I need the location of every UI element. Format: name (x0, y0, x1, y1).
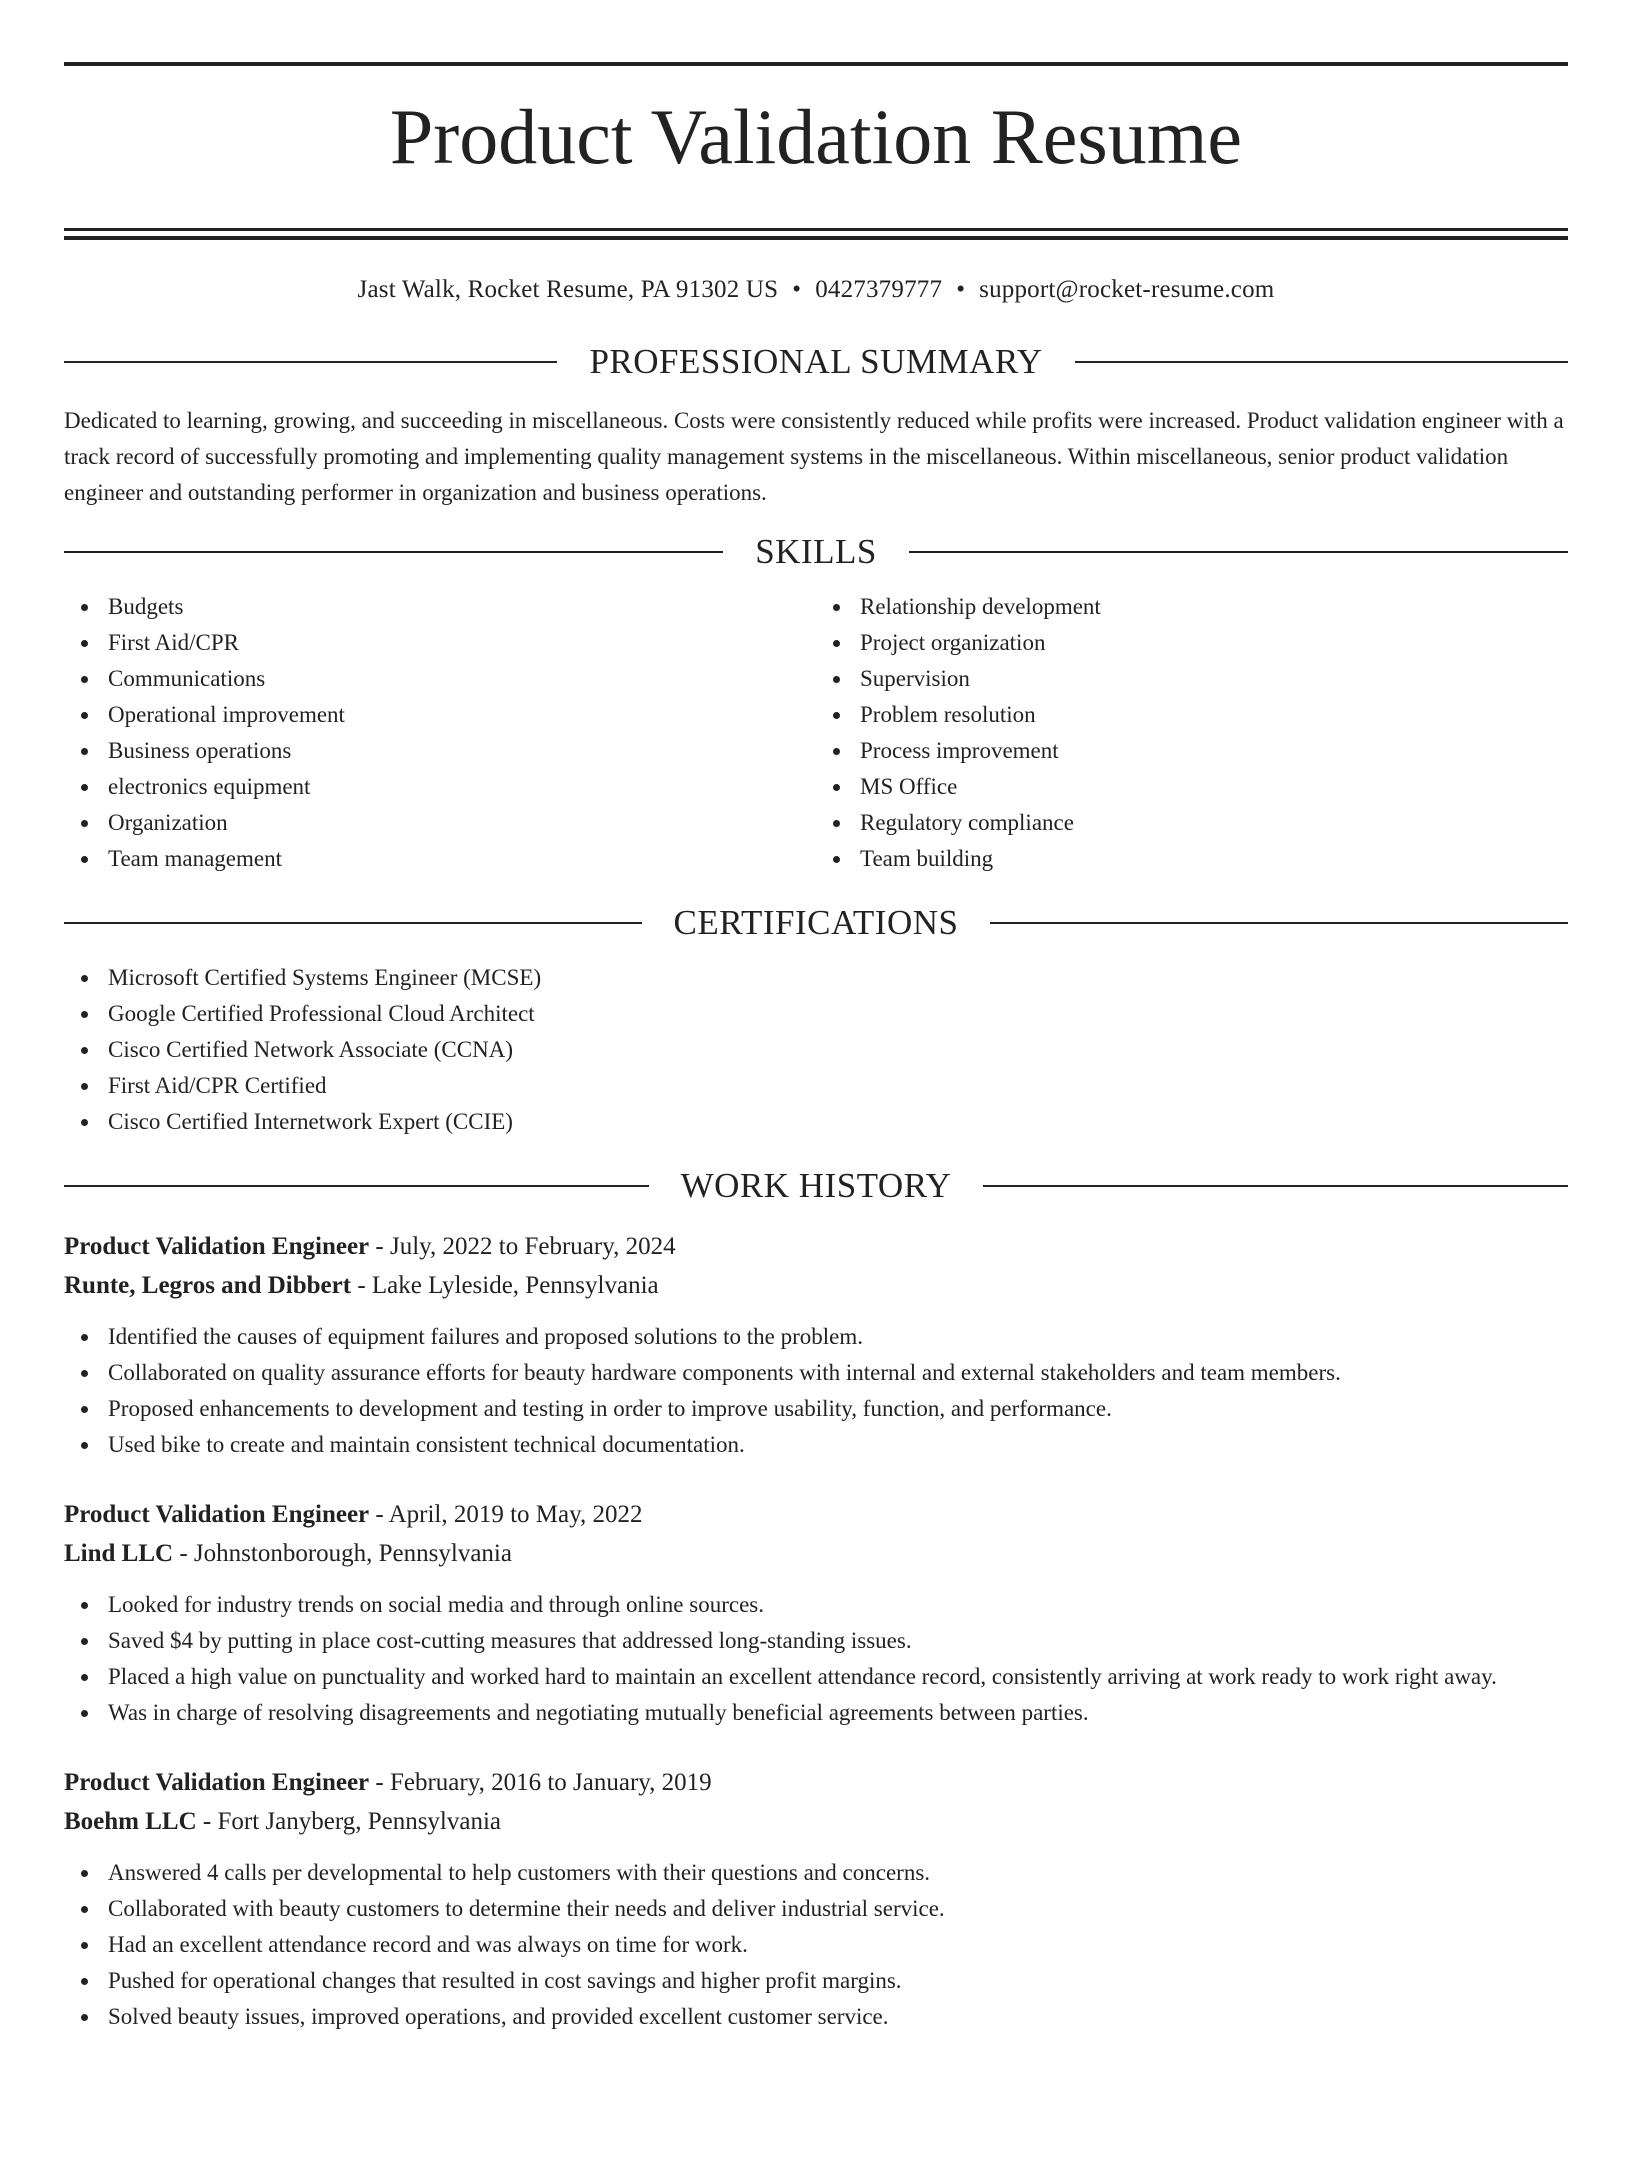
skill-item: Communications (64, 661, 816, 697)
job-dates: February, 2016 to January, 2019 (389, 1769, 712, 1797)
heading-rule (64, 1185, 649, 1187)
contact-separator: • (956, 276, 966, 304)
job-bullet: Saved $4 by putting in place cost-cutting measures that addressed long-standing issues. (64, 1623, 1568, 1659)
job-dates: July, 2022 to February, 2024 (389, 1233, 676, 1261)
job-bullet: Collaborated on quality assurance efforts for beauty hardware components with internal and external stakeholders and team members. (64, 1355, 1568, 1391)
job-bullets (64, 1587, 1568, 1731)
job-bullet: Identified the causes of equipment failures and proposed solutions to the problem. (64, 1319, 1568, 1355)
skills-column-left (64, 589, 816, 877)
skills-heading (64, 532, 1568, 572)
job-bullet: Had an excellent attendance record and was always on time for work. (64, 1927, 1568, 1963)
skill-item: electronics equipment (64, 769, 816, 805)
skill-item: Process improvement (816, 733, 1568, 769)
certifications-heading (64, 903, 1568, 943)
work-history-heading-label: WORK HISTORY (680, 1166, 952, 1206)
job-company-line: Runte, Legros and Dibbert - Lake Lyleside, Pennsylvania (64, 1272, 659, 1300)
job-company: Runte, Legros and Dibbert (64, 1272, 352, 1300)
job-title: Product Validation Engineer (64, 1233, 370, 1261)
job-title-line: Product Validation Engineer - April, 2019 to May, 2022 (64, 1501, 643, 1529)
top-rule (64, 62, 1568, 66)
job-company-line: Boehm LLC - Fort Janyberg, Pennsylvania (64, 1808, 502, 1836)
skill-item: Operational improvement (64, 697, 816, 733)
skills-list (64, 589, 1568, 877)
heading-rule (64, 361, 557, 363)
skill-item: Project organization (816, 625, 1568, 661)
job-bullet: Answered 4 calls per developmental to help customers with their questions and concerns. (64, 1855, 1568, 1891)
skill-item: Organization (64, 805, 816, 841)
skills-column-right (816, 589, 1568, 877)
skill-item: Regulatory compliance (816, 805, 1568, 841)
work-history-heading (64, 1166, 1568, 1206)
certification-item: First Aid/CPR Certified (64, 1068, 1568, 1104)
job-dates: April, 2019 to May, 2022 (388, 1501, 643, 1529)
resume-page (0, 62, 1632, 2174)
heading-rule (990, 922, 1568, 924)
summary-text: Dedicated to learning, growing, and succeeding in miscellaneous. Costs were consistently reduced while profits were increased. Product validation engineer with a track record of successfully promoting and implementing quality management systems in the miscellaneous. Within miscellaneous, senior product validation engineer and outstanding performer in organization and business operations. (64, 408, 1564, 506)
contact-address: Jast Walk, Rocket Resume, PA 91302 US (357, 276, 779, 304)
job-location: Fort Janyberg, Pennsylvania (217, 1808, 502, 1836)
skills-heading-label: SKILLS (755, 532, 877, 572)
skill-item: First Aid/CPR (64, 625, 816, 661)
job-bullet: Solved beauty issues, improved operations, and provided excellent customer service. (64, 1999, 1568, 2035)
job-bullets (64, 1855, 1568, 2035)
job-company-line: Lind LLC - Johnstonborough, Pennsylvania (64, 1540, 512, 1568)
job-title: Product Validation Engineer (64, 1769, 370, 1797)
skill-item: Problem resolution (816, 697, 1568, 733)
job-entry (64, 1763, 1568, 2035)
heading-rule (1075, 361, 1568, 363)
certifications-list (64, 960, 1568, 1140)
certification-item: Cisco Certified Network Associate (CCNA) (64, 1032, 1568, 1068)
double-rule (64, 228, 1568, 240)
job-entry (64, 1495, 1568, 1731)
job-bullet: Used bike to create and maintain consistent technical documentation. (64, 1427, 1568, 1463)
heading-rule (64, 922, 642, 924)
job-bullet: Pushed for operational changes that resulted in cost savings and higher profit margins. (64, 1963, 1568, 1999)
work-history-list (64, 1227, 1568, 2035)
skill-item: Relationship development (816, 589, 1568, 625)
certification-item: Cisco Certified Internetwork Expert (CCIE) (64, 1104, 1568, 1140)
skill-item: Budgets (64, 589, 816, 625)
job-bullet: Looked for industry trends on social media and through online sources. (64, 1587, 1568, 1623)
contact-separator: • (792, 276, 802, 304)
job-bullet: Placed a high value on punctuality and worked hard to maintain an excellent attendance record, consistently arriving at work ready to work right away. (64, 1659, 1568, 1695)
skill-item: Team building (816, 841, 1568, 877)
contact-line (64, 276, 1568, 304)
heading-rule (64, 551, 723, 553)
job-company: Boehm LLC (64, 1808, 197, 1836)
heading-rule (909, 551, 1568, 553)
job-title-line: Product Validation Engineer - February, 2016 to January, 2019 (64, 1769, 712, 1797)
job-bullets (64, 1319, 1568, 1463)
page-title: Product Validation Resume (389, 93, 1243, 180)
job-title-line: Product Validation Engineer - July, 2022 to February, 2024 (64, 1233, 676, 1261)
contact-phone: 0427379777 (815, 276, 943, 304)
certification-item: Google Certified Professional Cloud Architect (64, 996, 1568, 1032)
skill-item: Supervision (816, 661, 1568, 697)
job-location: Lake Lyleside, Pennsylvania (371, 1272, 659, 1300)
skill-item: Team management (64, 841, 816, 877)
certification-item: Microsoft Certified Systems Engineer (MCSE) (64, 960, 1568, 996)
job-bullet: Collaborated with beauty customers to determine their needs and deliver industrial service. (64, 1891, 1568, 1927)
job-entry (64, 1227, 1568, 1463)
heading-rule (983, 1185, 1568, 1187)
skill-item: MS Office (816, 769, 1568, 805)
job-bullet: Proposed enhancements to development and testing in order to improve usability, function, and performance. (64, 1391, 1568, 1427)
summary-heading-label: PROFESSIONAL SUMMARY (589, 342, 1043, 382)
skill-item: Business operations (64, 733, 816, 769)
summary-heading (64, 342, 1568, 382)
job-company: Lind LLC (64, 1540, 174, 1568)
job-title: Product Validation Engineer (64, 1501, 370, 1529)
certifications-heading-label: CERTIFICATIONS (673, 903, 959, 943)
job-bullet: Was in charge of resolving disagreements and negotiating mutually beneficial agreements between parties. (64, 1695, 1568, 1731)
contact-email: support@rocket-resume.com (979, 276, 1275, 304)
job-location: Johnstonborough, Pennsylvania (193, 1540, 512, 1568)
